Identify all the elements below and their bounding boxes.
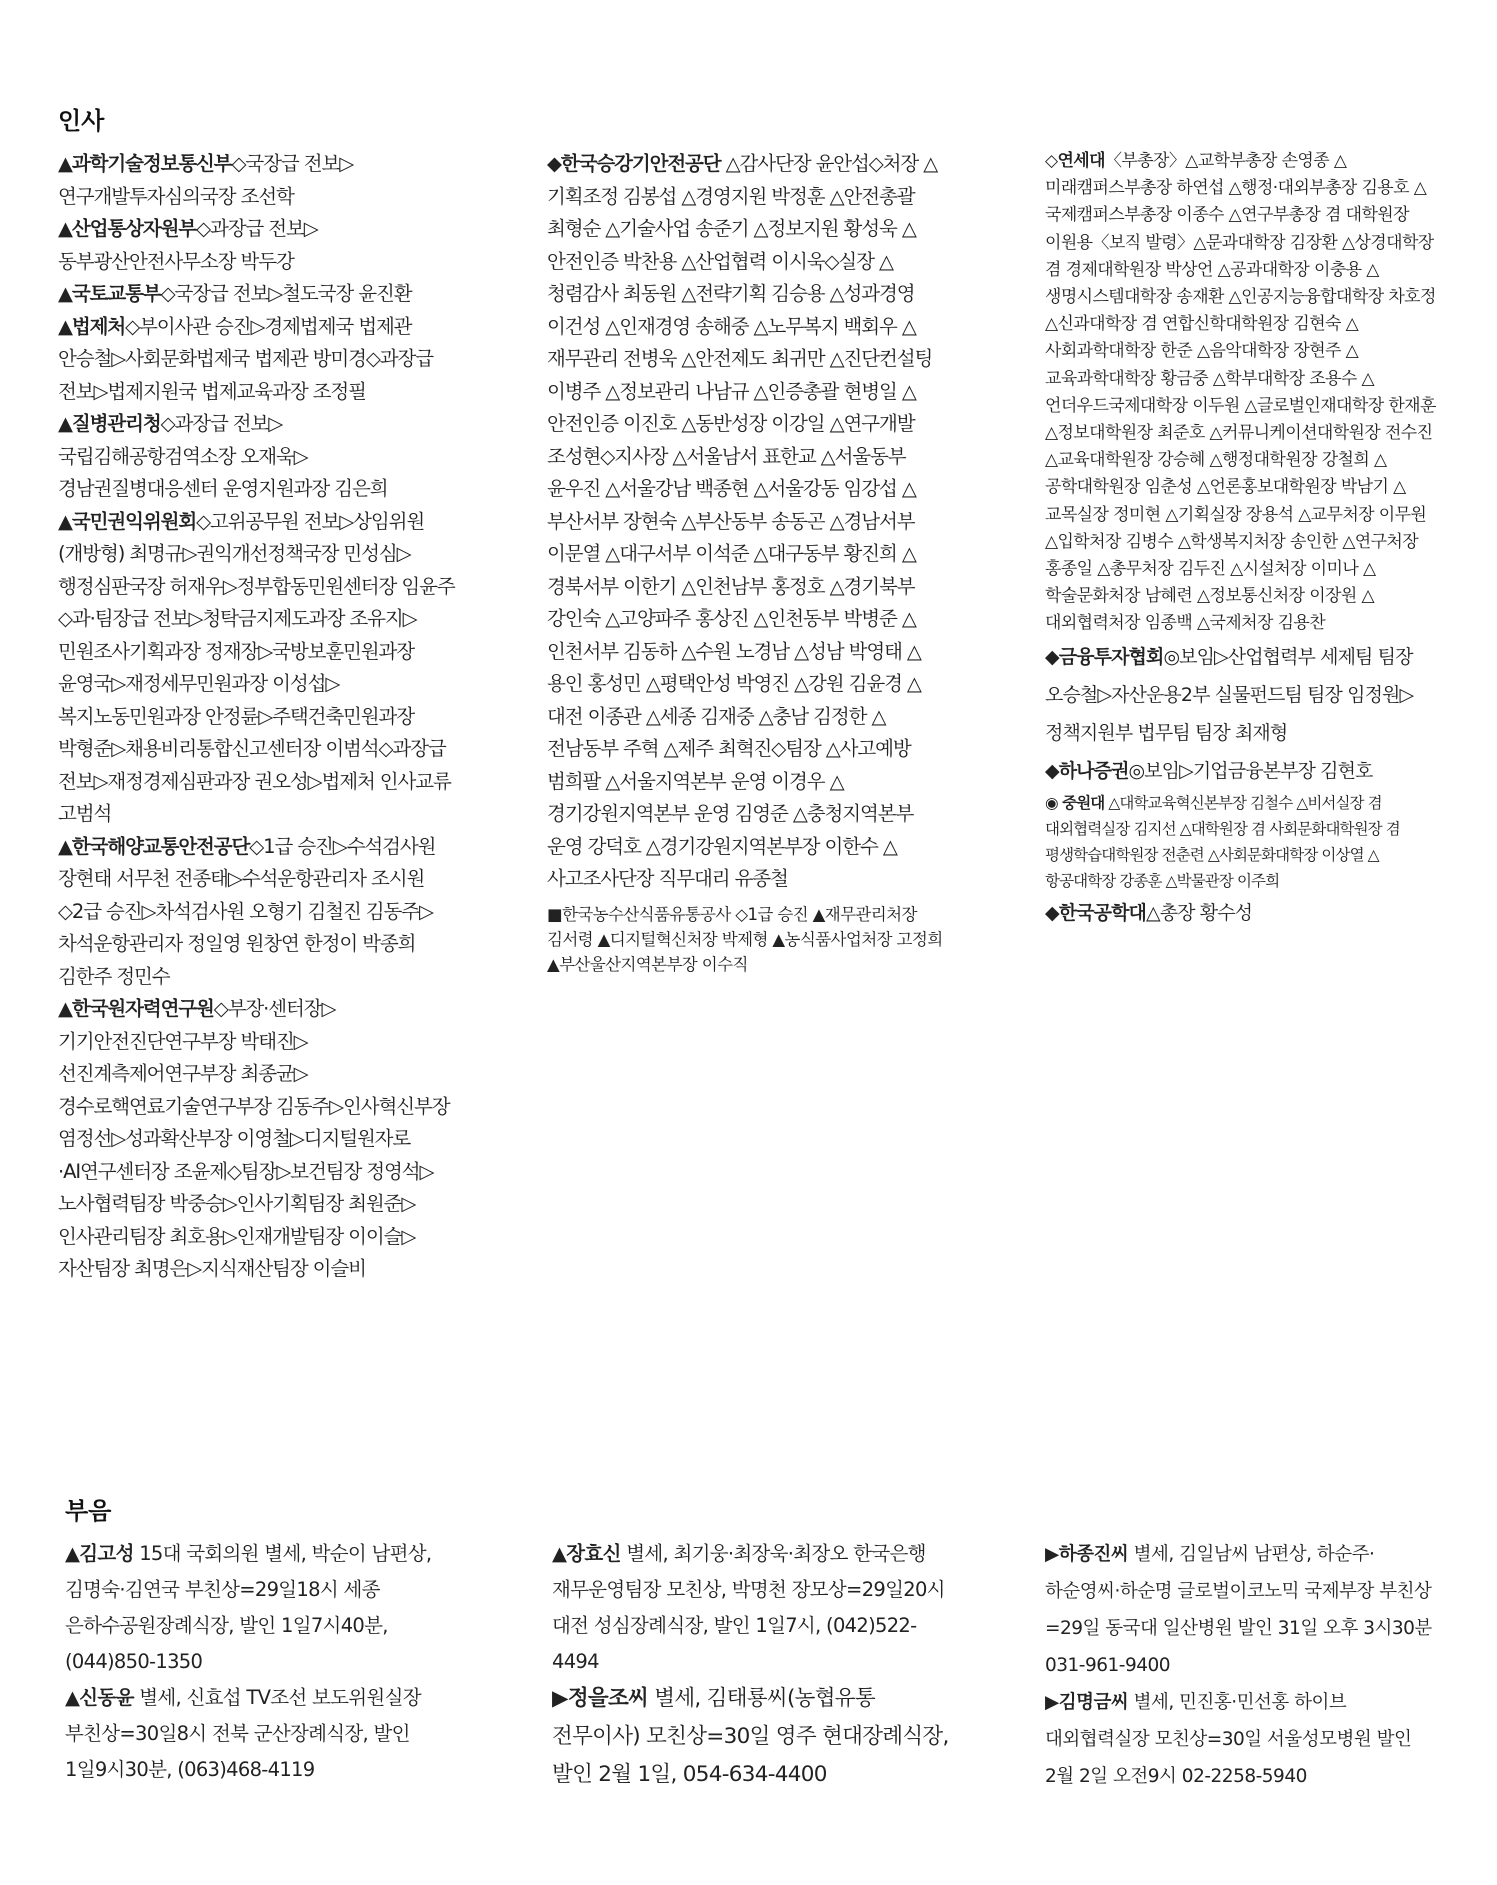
obituary-entry (1045, 1684, 1440, 1795)
entry-text: △총장 황수성 (1145, 901, 1253, 924)
obituary-column-3 (1045, 1536, 1440, 1795)
obituary-column-2 (552, 1536, 950, 1794)
entry-text: ◇과장급 전보▷국립김해공항검역소장 오재욱▷경남권질병대응센터 운영지원과장 김은희 (58, 412, 388, 500)
entry-text: △대학교육혁신본부장 김철수 △비서실장 겸 대외협력실장 김지선 △대학원장 겸 사회문화대학원장 겸 평생학습대학원장 전춘련 △사회문화대학장 이상열 △항공대학장 강종훈 △박물관장 이주희 (1045, 793, 1400, 890)
personnel-column-1 (58, 148, 458, 1286)
entry-text: ◇1급 승진 ▲재무관리처장 김서령 ▲디지털혁신처장 박제형 ▲농식품사업처장 고정희 ▲부산울산지역본부장 이수직 (547, 904, 943, 974)
entry-text: ◎보임▷산업협력부 세제팀 팀장 오승철▷자산운용2부 실물펀드팀 팀장 임정원▷정책지원부 법무팀 팀장 최재형 (1045, 645, 1414, 744)
personnel-entry (1045, 148, 1440, 638)
organization-name: ◇연세대 (1045, 151, 1105, 171)
deceased-name: ▲신동윤 (65, 1686, 134, 1709)
entry-text: ◇국장급 전보▷연구개발투자심의국장 조선학 (58, 152, 354, 208)
personnel-entry (58, 148, 458, 213)
organization-name: ◆금융투자협회 (1045, 645, 1164, 668)
entry-text: 별세, 신효섭 TV조선 보도위원실장 부친상=30일8시 전북 군산장례식장, 발인 1일9시30분, (063)468-4119 (65, 1686, 421, 1781)
organization-name: ▲산업통상자원부 (58, 217, 197, 240)
entry-text: 별세, 김태룡씨(농협유통 전무이사) 모친상=30일 영주 현대장례식장, 발인 2월 1일, 054-634-4400 (552, 1686, 949, 1787)
personnel-entry (1045, 894, 1440, 932)
organization-name: ◉ 중원대 (1045, 793, 1105, 812)
obituary-column-1 (65, 1536, 463, 1788)
entry-text: ◇부장·센터장▷기기안전진단연구부장 박태진▷선진계측제어연구부장 최종균▷경수로핵연료기술연구부장 김동주▷인사혁신부장 염정선▷성과확산부장 이영철▷디지털원자로·AI연구센터장 조윤제◇팀장▷보건팀장 정영석▷노사협력팀장 박중승▷인사기획팀장 최원준▷인사관리팀장 최호용▷인재개발팀장 이이슬▷자산팀장 최명은▷지식재산팀장 이슬비 (58, 997, 450, 1280)
organization-name: ▲국민권익위원회 (58, 509, 197, 533)
personnel-entry (58, 408, 458, 506)
organization-name: ▲한국원자력연구원 (58, 997, 214, 1020)
entry-text: ◇국장급 전보▷철도국장 윤진환 (160, 282, 412, 305)
obituary-entry (65, 1536, 463, 1680)
entry-text: ◇과장급 전보▷동부광산안전사무소장 박두강 (58, 217, 318, 273)
personnel-entry (547, 902, 947, 977)
organization-name: ◆하나증권 (1045, 759, 1129, 782)
personnel-entry (1045, 752, 1440, 790)
personnel-entry (58, 831, 458, 994)
section-title-obituary: 부음 (65, 1497, 112, 1525)
personnel-entry (58, 506, 458, 831)
organization-name: ▲법제처 (58, 314, 126, 338)
entry-text: △감사단장 윤안섭◇처장 △기획조정 김봉섭 △경영지원 박정훈 △안전총괄 최형순 △기술사업 송준기 △정보지원 황성욱 △안전인증 박찬용 △산업협력 이시욱◇실장 △청렴감사 최동원 △전략기획 김승용 △성과경영 이건성 △인재경영 송해중 △노무복지 백회우 △재무관리 전병욱 △안전제도 최귀만 △진단컨설팅 이병주 △정보관리 나남규 △인증총괄 현병일 △안전인증 이진호 △동반성장 이강일 △연구개발 조성현◇지사장 △서울남서 표한교 △서울동부 윤우진 △서울강남 백종현 △서울강동 임강섭 △부산서부 장현숙 △부산동부 송동곤 △경남서부 이문열 △대구서부 이석준 △대구동부 황진희 △경북서부 이한기 △인천남부 홍정호 △경기북부 강인숙 △고양파주 홍상진 △인천동부 박병준 △인천서부 김동하 △수원 노경남 △성남 박영태 △용인 홍성민 △평택안성 박영진 △강원 김윤경 △대전 이종관 △세종 김재중 △충남 김정한 △전남동부 주혁 △제주 최혁진◇팀장 △사고예방 범희팔 △서울지역본부 운영 이경우 △경기강원지역본부 운영 김영준 △충청지역본부 운영 강덕호 △경기강원지역본부장 이한수 △사고조사단장 직무대리 유종철 (547, 152, 938, 890)
personnel-entry (1045, 790, 1440, 894)
organization-name: ▲한국해양교통안전공단 (58, 834, 250, 858)
entry-text: ◇고위공무원 전보▷상임위원(개방형) 최명규▷권익개선정책국장 민성심▷행정심판국장 허재우▷정부합동민원센터장 임윤주◇과·팀장급 전보▷청탁금지제도과장 조유지▷민원조사기획과장 정재장▷국방보훈민원과장 윤영국▷재정세무민원과장 이성섭▷복지노동민원과장 안정륜▷주택건축민원과장 박형준▷채용비리통합신고센터장 이범석◇과장급 전보▷재정경제심판과장 권오성▷법제처 인사교류 고범석 (58, 509, 455, 825)
obituary-entry (65, 1680, 463, 1788)
personnel-column-2 (547, 148, 947, 977)
entry-text: 별세, 민진홍·민선홍 하이브 대외협력실장 모친상=30일 서울성모병원 발인 2월 2일 오전9시 02-2258-5940 (1045, 1692, 1412, 1787)
obituary-entry (552, 1536, 950, 1680)
entry-text: ◎보임▷기업금융본부장 김현호 (1128, 759, 1373, 782)
personnel-entry (58, 213, 458, 278)
obituary-entry (1045, 1536, 1440, 1684)
organization-name: ▲질병관리청 (58, 412, 161, 435)
entry-text: ◇1급 승진▷수석검사원 장현태 서무천 전종태▷수석운항관리자 조시원◇2급 승진▷차석검사원 오형기 김철진 김동주▷차석운항관리자 정일영 원창연 한정이 박종희 김한주 정민수 (58, 834, 436, 988)
entry-text: 〈부총장〉△교학부총장 손영종 △미래캠퍼스부총장 하연섭 △행정·대외부총장 김용호 △국제캠퍼스부총장 이종수 △연구부총장 겸 대학원장 이원용〈보직 발령〉△문과대학장 김장환 △상경대학장 겸 경제대학원장 박상언 △공과대학장 이충용 △생명시스템대학장 송재환 △인공지능융합대학장 차호정 △신과대학장 겸 연합신학대학원장 김현숙 △사회과학대학장 한준 △음악대학장 장현주 △교육과학대학장 황금중 △학부대학장 조용수 △언더우드국제대학장 이두원 △글로벌인재대학장 한재훈 △정보대학원장 최준호 △커뮤니케이션대학원장 전수진 △교육대학원장 강승혜 △행정대학원장 강철희 △공학대학원장 임춘성 △언론홍보대학원장 박남기 △교목실장 정미현 △기획실장 장용석 △교무처장 이무원 △입학처장 김병수 △학생복지처장 송인한 △연구처장 홍종일 △총무처장 김두진 △시설처장 이미나 △학술문화처장 남혜련 △정보통신처장 이장원 △대외협력처장 임종백 △국제처장 김용찬 (1045, 151, 1436, 634)
organization-name: ■한국농수산식품유통공사 (547, 904, 731, 924)
entry-text: 별세, 김일남씨 남편상, 하순주·하순영씨·하순명 글로벌이코노믹 국제부장 부친상=29일 동국대 일산병원 발인 31일 오후 3시30분 031-961-9400 (1045, 1544, 1432, 1676)
organization-name: ◆한국승강기안전공단 (547, 152, 721, 175)
organization-name: ▲국토교통부 (58, 282, 161, 305)
organization-name: ▲과학기술정보통신부 (58, 152, 232, 175)
entry-text: ◇부이사관 승진▷경제법제국 법제관 안승철▷사회문화법제국 법제관 방미경◇과장급 전보▷법제지원국 법제교육과장 조정필 (58, 314, 433, 403)
deceased-name: ▲장효신 (552, 1542, 621, 1565)
deceased-name: ▶정을조씨 (552, 1686, 649, 1711)
personnel-entry (547, 148, 947, 896)
personnel-entry (58, 278, 458, 311)
deceased-name: ▲김고성 (65, 1542, 134, 1565)
deceased-name: ▶하종진씨 (1045, 1544, 1129, 1565)
section-title-personnel: 인사 (58, 107, 105, 135)
entry-text: 별세, 최기웅·최장욱·최장오 한국은행 재무운영팀장 모친상, 박명천 장모상=29일20시 대전 성심장례식장, 발인 1일7시, (042)522-4494 (552, 1542, 945, 1673)
personnel-entry (58, 311, 458, 409)
personnel-entry (58, 993, 458, 1286)
personnel-entry (1045, 638, 1440, 752)
deceased-name: ▶김명금씨 (1045, 1692, 1129, 1713)
organization-name: ◆한국공학대 (1045, 901, 1146, 924)
obituary-entry (552, 1680, 950, 1794)
personnel-column-3 (1045, 148, 1440, 932)
entry-text: 15대 국회의원 별세, 박순이 남편상, 김명숙·김연국 부친상=29일18시 세종 은하수공원장례식장, 발인 1일7시40분, (044)850-1350 (65, 1542, 432, 1673)
